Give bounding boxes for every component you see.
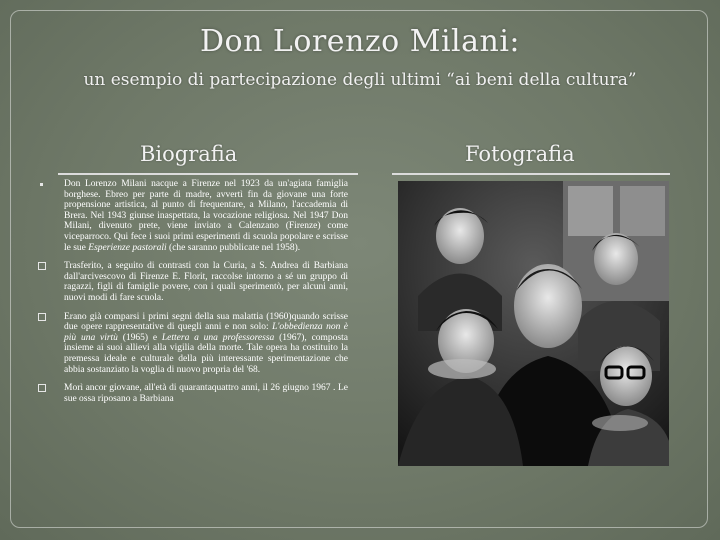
list-item: Don Lorenzo Milani nacque a Firenze nel 1923 da un'agiata famiglia borghese. Ebreo per parte di madre, avvertì fin da giovane una forte propensione artistica, al punto di frequentare, a Milano, l'accademia di Brera. Nel 1943 giunse inaspettata, la vocazione religiosa. Nel 1947 Don Milani, divenuto prete, viene inviato a Calenzano (Firenze) come viceparroco. Qui fece i suoi primi esperimenti di scuola popolare e scrisse le sue Esperienze pastorali (che saranno pubblicate nel 1958).: [38, 179, 348, 253]
bullet-square-icon: [38, 313, 46, 321]
list-item: Morì ancor giovane, all'età di quarantaquattro anni, il 26 giugno 1967 . Le sue ossa riposano a Barbiana: [38, 383, 348, 404]
bullet-square-icon: [38, 384, 46, 392]
list-item: Erano già comparsi i primi segni della sua malattia (1960)quando scrisse due opere rappresentative di quegli anni e non solo: L'obbedienza non è più una virtù (1965) e Lettera a una professoressa (1967), composta insieme ai suoi allievi alla vigilia della morte. Tale opera ha costituito la premessa ideale e culturale della più interessante sperimentazione che abbia sostanziato la voglia di nuovo propria del '68.: [38, 312, 348, 376]
bullet-dot-icon: [40, 183, 43, 186]
bullet-square-icon: [38, 262, 46, 270]
left-divider: [58, 173, 358, 175]
slide-subtitle: un esempio di partecipazione degli ultimi “ai beni della cultura”: [83, 70, 637, 90]
biography-list: [38, 179, 348, 412]
list-item: Trasferito, a seguito di contrasti con la Curia, a S. Andrea di Barbiana dall'arcivescovo di Firenze E. Florit, raccolse intorno a sé un gruppo di ragazzi, figli di famiglie povere, con i quali sperimentò, per alcuni anni, nuovi modi di fare scuola.: [38, 261, 348, 303]
photo-illustration: [398, 181, 669, 466]
slide-title: Don Lorenzo Milani:: [199, 24, 521, 59]
fotografia-heading: Fotografia: [465, 142, 575, 166]
portrait-photo: [398, 181, 669, 466]
right-divider: [392, 173, 670, 175]
biografia-heading: Biografia: [140, 142, 238, 166]
